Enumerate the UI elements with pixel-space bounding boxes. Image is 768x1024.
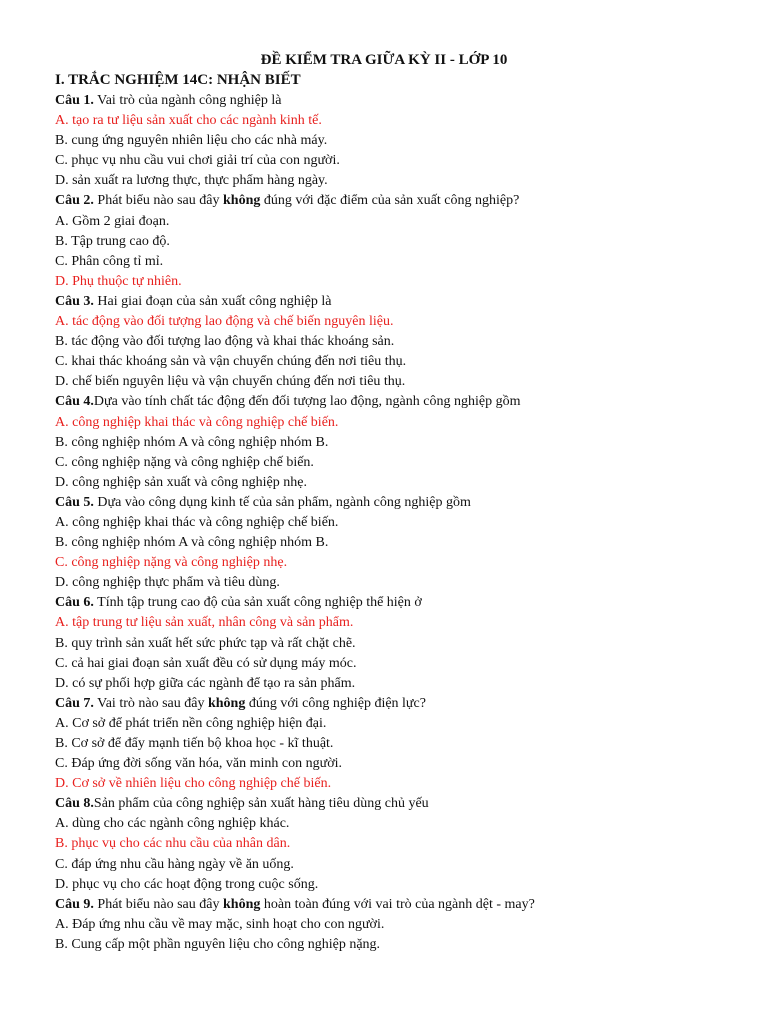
question-emphasis: không [223, 193, 261, 209]
question-text: Dựa vào công dụng kinh tế của sản phẩm, ngành công nghiệp gồm [97, 494, 471, 510]
answer-option: B. quy trình sản xuất hết sức phức tạp và rất chặt chẽ. [55, 635, 356, 651]
correct-answer-option: A. tập trung tư liệu sản xuất, nhân công và sản phẩm. [55, 615, 354, 631]
answer-option: B. Tập trung cao độ. [55, 233, 170, 249]
answer-option: B. công nghiệp nhóm A và công nghiệp nhóm B. [55, 434, 329, 450]
answer-option: C. đáp ứng nhu cầu hàng ngày về ăn uống. [55, 856, 294, 872]
question-7 [55, 694, 755, 714]
answer-option: B. cung ứng nguyên nhiên liệu cho các nhà máy. [55, 133, 328, 149]
question-4 [55, 392, 755, 412]
answer-option: A. Gồm 2 giai đoạn. [55, 213, 170, 229]
question-list [55, 91, 755, 955]
question-label: Câu 9. [55, 896, 94, 912]
correct-answer-option: D. Cơ sở về nhiên liệu cho công nghiệp chế biến. [55, 776, 332, 792]
correct-answer-option: C. công nghiệp nặng và công nghiệp nhẹ. [55, 555, 288, 571]
answer-option: B. Cung cấp một phần nguyên liệu cho công nghiệp nặng. [55, 936, 381, 952]
answer-option: B. tác động vào đối tượng lao động và khai thác khoáng sản. [55, 334, 395, 350]
answer-option: C. cả hai giai đoạn sản xuất đều có sử dụng máy móc. [55, 655, 357, 671]
question-label: Câu 5. [55, 494, 94, 510]
question-text: Tính tập trung cao độ của sản xuất công nghiệp thể hiện ở [97, 595, 422, 611]
question-text: hoàn toàn đúng với vai trò của ngành dệt - may? [260, 896, 535, 912]
question-label: Câu 3. [55, 293, 94, 309]
question-8 [55, 794, 755, 814]
answer-option: B. công nghiệp nhóm A và công nghiệp nhóm B. [55, 535, 329, 551]
question-9 [55, 895, 755, 915]
correct-answer-option: D. Phụ thuộc tự nhiên. [55, 273, 182, 289]
correct-answer-option: A. tạo ra tư liệu sản xuất cho các ngành kinh tế. [55, 113, 322, 129]
correct-answer-option: B. phục vụ cho các nhu cầu của nhân dân. [55, 836, 291, 852]
question-emphasis: không [223, 896, 261, 912]
question-3 [55, 292, 755, 312]
answer-option: D. chế biến nguyên liệu và vận chuyển chúng đến nơi tiêu thụ. [55, 374, 406, 390]
answer-option: D. phục vụ cho các hoạt động trong cuộc sống. [55, 876, 319, 892]
question-1 [55, 91, 755, 111]
question-text: Sản phẩm của công nghiệp sản xuất hàng tiêu dùng chủ yếu [93, 796, 429, 812]
question-text: đúng với đặc điểm của sản xuất công nghiệp? [260, 193, 520, 209]
question-5 [55, 493, 755, 513]
answer-option: D. có sự phối hợp giữa các ngành để tạo ra sản phẩm. [55, 675, 356, 691]
correct-answer-option: A. tác động vào đối tượng lao động và chế biến nguyên liệu. [55, 314, 394, 330]
page-title: ĐỀ KIỂM TRA GIỮA KỲ II - LỚP 10 [260, 52, 508, 68]
answer-option: C. khai thác khoáng sản và vận chuyển chúng đến nơi tiêu thụ. [55, 354, 407, 370]
question-text: Vai trò nào sau đây [97, 695, 208, 711]
question-text: Phát biểu nào sau đây [97, 896, 223, 912]
question-text: Hai giai đoạn của sản xuất công nghiệp là [97, 293, 332, 309]
answer-option: D. công nghiệp sản xuất và công nghiệp nhẹ. [55, 474, 307, 490]
question-label: Câu 1. [55, 93, 94, 108]
answer-option: A. Đáp ứng nhu cầu về may mặc, sinh hoạt cho con người. [55, 916, 385, 932]
question-text: Phát biểu nào sau đây [97, 193, 223, 209]
section-heading: I. TRẮC NGHIỆM 14C: NHẬN BIẾT [55, 72, 301, 88]
question-2 [55, 191, 755, 211]
question-label: Câu 4. [55, 394, 94, 410]
answer-option: C. Phân công tỉ mỉ. [55, 253, 164, 269]
answer-option: C. phục vụ nhu cầu vui chơi giải trí của con người. [55, 153, 340, 169]
answer-option: A. công nghiệp khai thác và công nghiệp chế biến. [55, 514, 339, 530]
answer-option: C. công nghiệp nặng và công nghiệp chế biến. [55, 454, 314, 470]
question-emphasis: không [207, 695, 246, 711]
question-label: Câu 2. [55, 193, 94, 209]
question-text: đúng với công nghiệp điện lực? [245, 695, 426, 711]
answer-option: B. Cơ sở để đẩy mạnh tiến bộ khoa học - kĩ thuật. [55, 736, 334, 751]
answer-option: C. Đáp ứng đời sống văn hóa, văn minh con người. [55, 756, 343, 772]
answer-option: A. dùng cho các ngành công nghiệp khác. [55, 816, 290, 832]
correct-answer-option: A. công nghiệp khai thác và công nghiệp chế biến. [55, 414, 339, 430]
answer-option: A. Cơ sở để phát triển nền công nghiệp hiện đại. [55, 715, 327, 731]
question-label: Câu 8. [55, 796, 94, 812]
question-label: Câu 7. [55, 695, 94, 711]
answer-option: D. công nghiệp thực phẩm và tiêu dùng. [55, 575, 280, 591]
question-text: Vai trò của ngành công nghiệp là [97, 93, 282, 108]
question-6 [55, 593, 755, 613]
answer-option: D. sản xuất ra lương thực, thực phẩm hàng ngày. [55, 173, 328, 189]
question-label: Câu 6. [55, 595, 94, 611]
question-text: Dựa vào tính chất tác động đến đối tượng lao động, ngành công nghiệp gồm [93, 394, 521, 410]
